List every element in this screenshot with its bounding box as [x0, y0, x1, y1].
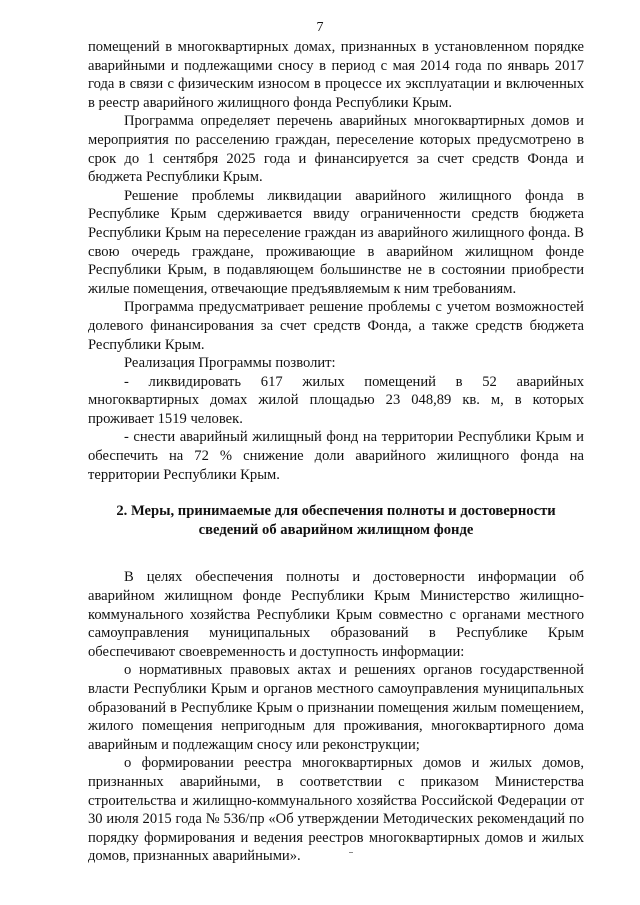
- paragraph-program-scope: Программа определяет перечень аварийных многоквартирных домов и мероприятия по расселению граждан, переселение которых предусмотрено в срок до 1 сентября 2025 года и финансируется за счет средств Фонда и бюджета Республики Крым.: [88, 113, 584, 186]
- paragraph-implementation-intro: Реализация Программы позволит:: [124, 355, 336, 372]
- section-heading: [88, 502, 584, 539]
- section-heading-line1: 2. Меры, принимаемые для обеспечения полноты и достоверности: [116, 503, 556, 520]
- list-item-demolish: - снести аварийный жилищный фонд на территории Республики Крым и обеспечить на 72 % снижение доли аварийного жилищного фонда на территории Республики Крым.: [88, 429, 584, 483]
- paragraph-financing: Программа предусматривает решение проблемы с учетом возможностей долевого финансирования за счет средств Фонда, а также средств бюджета Республики Крым.: [88, 299, 584, 353]
- paragraph-measures-intro: В целях обеспечения полноты и достоверности информации об аварийном жилищном фонде Республики Крым Министерство жилищно-коммунального хозяйства Республики Крым совместно с органами местного самоуправления муниципальных образований в Республике Крым обеспечивают своевременность и доступность информации:: [88, 569, 584, 660]
- list-item-registry: о формировании реестра многоквартирных домов и жилых домов, признанных аварийными, в соответствии с приказом Министерства строительства и жилищно-коммунального хозяйства Российской Федерации от 30 июля 2015 года № 536/пр «Об утверждении Методических рекомендаций по порядку формирования и ведения реестров многоквартирных домов и жилых домов, признанных аварийными».: [88, 755, 584, 865]
- list-item-normative-acts: о нормативных правовых актах и решениях органов государственной власти Республики Крым и органов местного самоуправления муниципальных образований в Республике Крым о признании помещения жилым помещением, жилого помещения непригодным для проживания, многоквартирного дома аварийным и подлежащим сносу или реконструкции;: [88, 662, 584, 753]
- paragraph-problem: Решение проблемы ликвидации аварийного жилищного фонда в Республике Крым сдерживается ввиду ограниченности средств бюджета Республики Крым на переселение граждан из аварийного жилищного фонда. В свою очередь граждане, проживающие в аварийном жилищном фонде Республики Крым, в подавляющем большинстве не в состоянии приобрести жилые помещения, отвечающие предъявляемым к ним требованиям.: [88, 187, 584, 297]
- section-heading-line2: сведений об аварийном жилищном фонде: [198, 521, 474, 538]
- paragraph-continuation: помещений в многоквартирных домах, признанных в установленном порядке аварийными и подлежащими сносу в период с мая 2014 года по январь 2017 года в связи с физическим износом в процессе их эксплуатации и включенных в реестр аварийного жилищного фонда Республики Крым.: [88, 39, 584, 111]
- page-number: 7: [316, 20, 324, 35]
- scan-mark: [349, 852, 353, 853]
- list-item-liquidate: - ликвидировать 617 жилых помещений в 52 аварийных многоквартирных домах жилой площадью 23 048,89 кв. м, в которых проживает 1519 человек.: [88, 373, 584, 427]
- section-spacer: [88, 539, 584, 568]
- document-body: [88, 38, 584, 866]
